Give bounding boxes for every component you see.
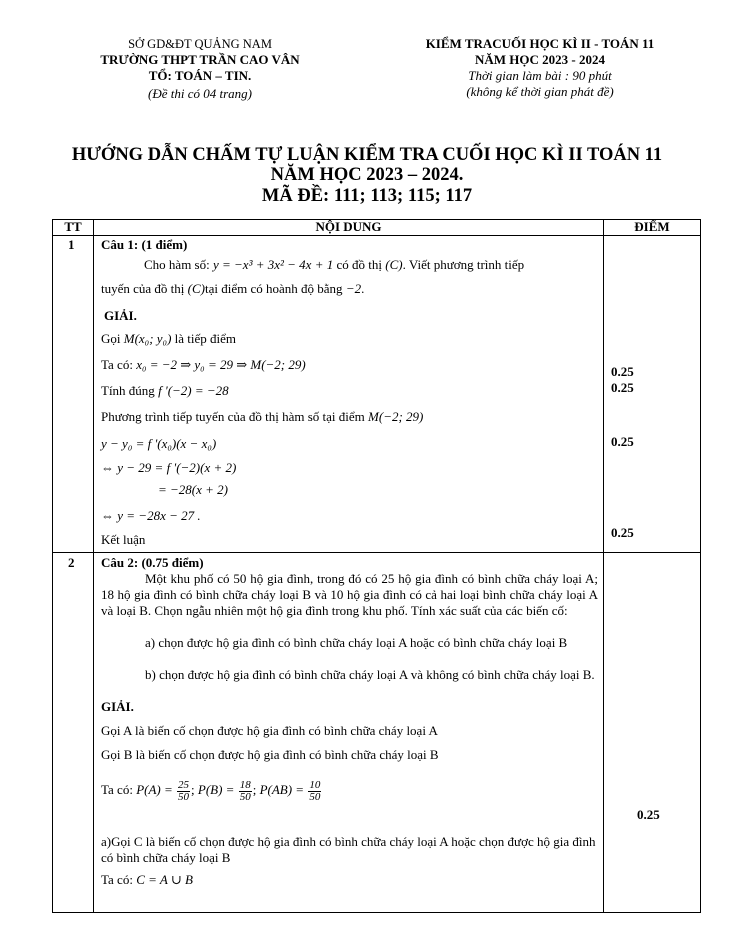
q1-problem-text: tuyến của đồ thị [101, 281, 185, 296]
separator: ; [252, 782, 257, 797]
fraction-numerator: 18 [239, 778, 251, 791]
q2-step-text: Ta có: [101, 782, 133, 797]
table-col-divider-1 [93, 219, 94, 913]
q1-problem-text: . Viết phương trình tiếp [402, 257, 525, 272]
q1-problem-line2 [101, 281, 364, 297]
q1-step-7: = −28(x + 2) [158, 482, 228, 497]
q1-graph-symbol: (C) [385, 257, 403, 272]
q2-step-3 [101, 778, 322, 803]
q1-step-math: x₀ = −2 ⇒ y₀ = 29 ⇒ M(−2; 29) [136, 357, 306, 372]
fraction-denominator: 50 [239, 790, 251, 803]
q1-step-text: Tính đúng [101, 383, 155, 398]
q1-score-3: 0.25 [611, 434, 634, 449]
q2-prob-ab-fraction [308, 780, 321, 803]
q2-step-math: C = A ∪ B [136, 872, 193, 887]
header-score: ĐIỂM [634, 219, 670, 234]
q2-step-5 [101, 872, 193, 888]
q1-step-math: M(−2; 29) [368, 409, 424, 424]
q1-step-math: M(x₀; y₀) [123, 331, 172, 346]
fraction-numerator: 25 [178, 778, 189, 791]
q2-prob-a-fraction [177, 780, 190, 803]
q1-problem-text: có đồ thị [336, 257, 382, 272]
q2-prob-ab-label: P(AB) = [259, 782, 305, 797]
q2-solution-heading: GIẢI. [101, 699, 134, 714]
q1-step-math: f '(−2) = −28 [158, 383, 229, 398]
q2-number: 2 [68, 555, 75, 570]
q2-prob-b-fraction [239, 780, 252, 803]
q1-step-text: là tiếp điểm [174, 331, 237, 346]
q1-score-2: 0.25 [611, 380, 634, 395]
q2-step-1: Gọi A là biến cố chọn được hộ gia đình có bình chữa cháy loại A [101, 723, 438, 738]
q1-score-4: 0.25 [611, 525, 634, 540]
q1-step-8: ⇔ y = −28x − 27 . [101, 508, 201, 523]
q1-step-text: Ta có: [101, 357, 133, 372]
q2-part-a: a) chọn được hộ gia đình có bình chữa cháy loại A hoặc có bình chữa cháy loại B [145, 635, 568, 650]
q2-prob-a-label: P(A) = [136, 782, 173, 797]
q2-heading: Câu 2: (0.75 điểm) [101, 555, 204, 570]
table-col-divider-2 [603, 219, 604, 913]
q1-step-6: ⇔ y − 29 = f '(−2)(x + 2) [101, 460, 237, 475]
q1-step-5: y − y₀ = f '(x₀)(x − x₀) [101, 436, 217, 451]
school-name: TRƯỜNG THPT TRẦN CAO VÂN [100, 52, 300, 67]
header-tt: TT [64, 219, 82, 234]
q1-graph-symbol: (C) [187, 281, 205, 296]
school-year: NĂM HỌC 2023 - 2024 [475, 52, 605, 67]
q1-heading: Câu 1: (1 điểm) [101, 237, 188, 252]
document-title-line2: NĂM HỌC 2023 – 2024. [270, 165, 464, 185]
fraction-numerator: 10 [309, 778, 321, 791]
q1-step-1 [101, 331, 236, 347]
header-content: NỘI DUNG [315, 219, 382, 234]
table-border-left [52, 219, 53, 913]
table-border-right [700, 219, 701, 913]
q1-step-4 [101, 409, 423, 425]
exam-duration-note: (không kể thời gian phát đề) [466, 84, 614, 99]
q2-step-4: a)Gọi C là biến cố chọn được hộ gia đình có bình chữa cháy loại A hoặc chọn được hộ gia đình có bình chữa cháy loại B [101, 834, 596, 865]
department-name: SỞ GD&ĐT QUẢNG NAM [128, 37, 272, 51]
q1-step-3 [101, 383, 229, 399]
q1-number: 1 [68, 237, 75, 252]
q1-problem-text: tại điểm có hoành độ bằng [205, 281, 343, 296]
q1-function: y = −x³ + 3x² − 4x + 1 [212, 257, 334, 272]
q1-x-value: −2 [345, 281, 362, 296]
separator: ; [191, 782, 195, 797]
fraction-denominator: 50 [178, 790, 189, 803]
q1-step-9: Kết luận [101, 532, 146, 547]
q2-prob-b-label: P(B) = [197, 782, 235, 797]
q1-problem-text: Cho hàm số: [144, 257, 210, 272]
q2-score: 0.25 [637, 807, 660, 822]
exam-duration: Thời gian làm bài : 90 phút [468, 68, 612, 83]
document-title-line1: HƯỚNG DẪN CHẤM TỰ LUẬN KIỂM TRA CUỐI HỌC KÌ II TOÁN 11 [71, 145, 663, 165]
exam-name: KIỂM TRACUỐI HỌC KÌ II - TOÁN 11 [425, 36, 655, 51]
header-left [60, 36, 340, 102]
q1-step-text: Gọi [101, 331, 121, 346]
header-right [380, 36, 700, 100]
q1-problem-text: . [361, 281, 365, 296]
q2-step-text: Ta có: [101, 872, 133, 887]
page-count-note: (Đề thi có 04 trang) [148, 86, 252, 101]
q1-score-1: 0.25 [611, 364, 634, 379]
q2-part-b: b) chọn được hộ gia đình có bình chữa cháy loại A và không có bình chữa cháy loại B. [145, 667, 595, 682]
q2-problem: Một khu phố có 50 hộ gia đình, trong đó có 25 hộ gia đình có bình chữa cháy loại A; 18 hộ gia đình có bình chữa cháy loại B và 10 hộ gia đình có cả hai loại bình chữa cháy loại A và loại B. Chọn ngẫu nhiên một hộ gia đình trong khu phố. Tính xác suất của các biến cố: [101, 571, 598, 618]
q1-step-text: Phương trình tiếp tuyến của đồ thị hàm số tại điểm [101, 409, 365, 424]
document-title-line3: MÃ ĐỀ: 111; 113; 115; 117 [261, 186, 473, 206]
q1-problem-line1 [144, 257, 524, 273]
fraction-denominator: 50 [309, 790, 321, 803]
q2-step-2: Gọi B là biến cố chọn được hộ gia đình có bình chữa cháy loại B [101, 747, 439, 762]
q1-step-2 [101, 357, 306, 373]
q1-solution-heading: GIẢI. [104, 308, 137, 323]
group-name: TỔ: TOÁN – TIN. [148, 68, 252, 83]
